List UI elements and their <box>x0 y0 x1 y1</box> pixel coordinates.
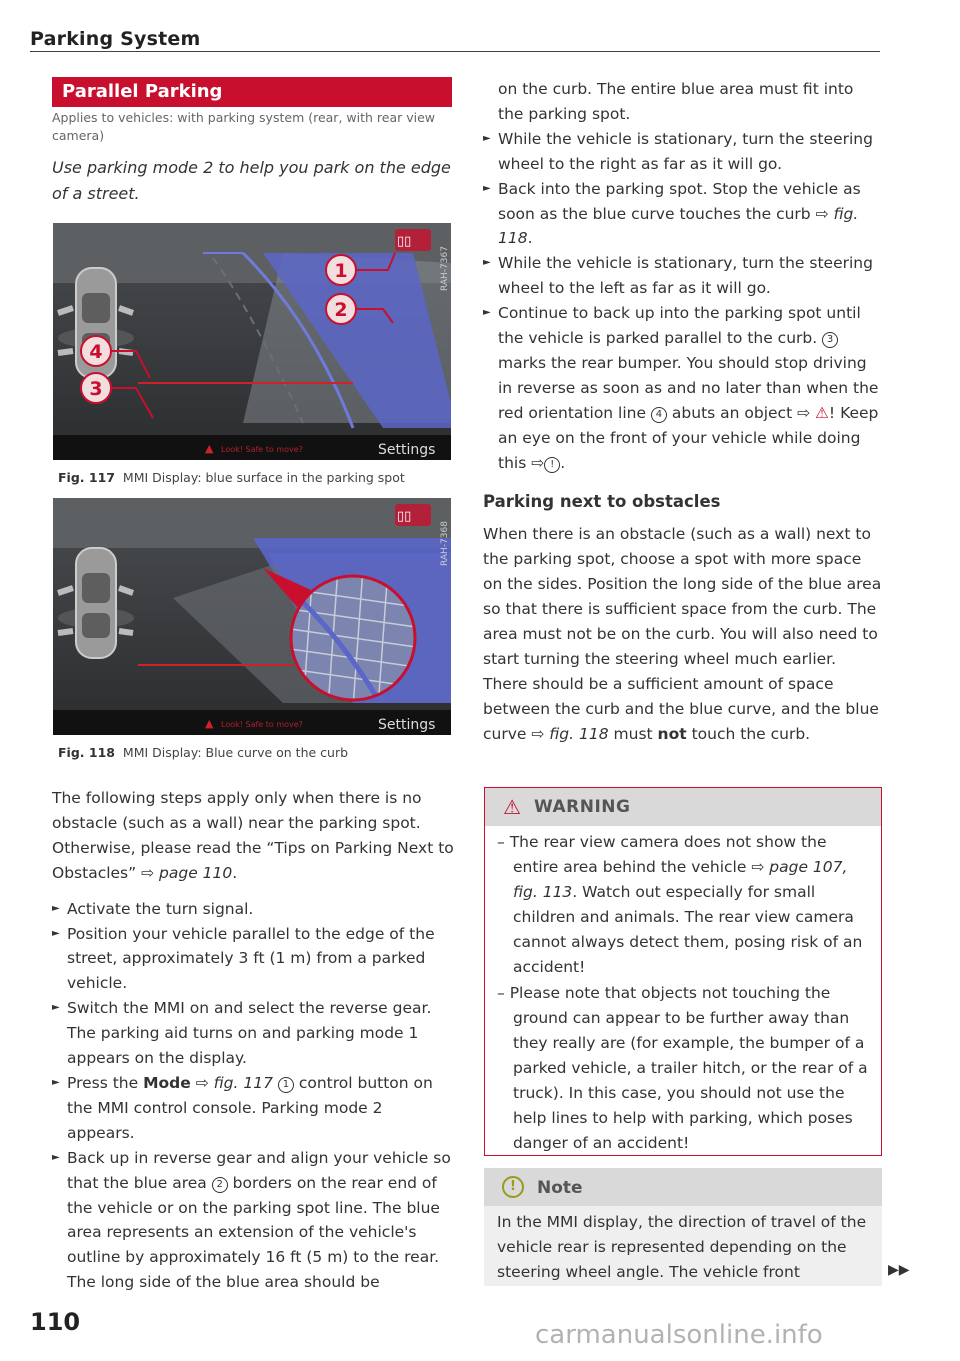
step-7: ► Back into the parking spot. Stop the vehicle as soon as the blue curve touches the curb ⇨ fig. 118. <box>483 177 883 252</box>
section-title: Parallel Parking <box>52 77 452 107</box>
left-column-text <box>52 786 454 1295</box>
step-8: ► While the vehicle is stationary, turn the steering wheel to the left as far as it will go. <box>483 251 883 301</box>
warning-title: WARNING <box>534 797 631 817</box>
svg-text:▲: ▲ <box>205 717 214 730</box>
svg-text:▯▯: ▯▯ <box>397 509 412 524</box>
paragraph-obstacles: When there is an obstacle (such as a wall) next to the parking spot, choose a spot with more space on the sides. Position the long side of the blue area so that there is sufficient space from the curb. The area must not be on the curb. You will also need to start turning the steering wheel much earlier. There should be a sufficient amount of space between the curb and the blue curve, and the blue curve ⇨ fig. 118 must not touch the curb. <box>483 525 882 743</box>
warning-triangle-icon: ⚠ <box>815 403 829 422</box>
svg-text:4: 4 <box>89 341 103 363</box>
figure-117-display <box>53 223 451 460</box>
step-1: ► Activate the turn signal. <box>52 897 454 922</box>
step-5: ► Back up in reverse gear and align your vehicle so that the blue area 2 borders on the rear end of the vehicle or on the parking spot line. The blue area represents an extension of the vehicle's outline by approximately 16 ft (5 m) to the rear. The long side of the blue area should be <box>52 1146 454 1295</box>
paragraph-intro: The following steps apply only when there is no obstacle (such as a wall) near the parking spot. Otherwise, please read the “Tips on Parking Next to Obstacles” ⇨ page 110. <box>52 789 454 882</box>
continue-arrow-icon: ▶▶ <box>888 1262 910 1278</box>
figure-118-caption: Fig. 118 MMI Display: Blue curve on the curb <box>58 745 349 760</box>
figure-code: RAH-7368 <box>440 521 450 566</box>
figure-117-image <box>53 223 451 460</box>
applies-to-note: Applies to vehicles: with parking system (rear, with rear view camera) <box>52 110 435 143</box>
note-title: Note <box>537 1178 583 1198</box>
note-text: In the MMI display, the direction of travel of the vehicle rear is represented depending on the steering wheel angle. The vehicle front <box>497 1213 867 1281</box>
warning-icon: ⚠ <box>503 795 521 819</box>
warning-content <box>497 830 873 1156</box>
page-number: 110 <box>30 1308 81 1336</box>
note-icon: ! <box>544 457 560 473</box>
running-header: Parking System <box>30 28 201 50</box>
step-6: ► While the vehicle is stationary, turn the steering wheel to the right as far as it will go. <box>483 127 883 177</box>
step-9: ► Continue to back up into the parking spot until the vehicle is parked parallel to the curb. 3 marks the rear bumper. You should stop driving in reverse as soon as and no later than when the red orientation line 4 abuts an object ⇨ ⚠! Keep an eye on the front of your vehicle while doing this ⇨ ! . <box>483 301 883 475</box>
safety-warning-text: Look! Safe to move? <box>221 445 303 454</box>
svg-text:1: 1 <box>334 260 348 282</box>
header-rule <box>30 51 880 52</box>
warning-item-1: – The rear view camera does not show the entire area behind the vehicle ⇨ page 107, fig. 113. Watch out especially for small children and animals. The rear view camera cannot always detect them, posing risk of an accident! <box>497 833 863 976</box>
note-icon: ! <box>502 1176 524 1198</box>
continued-text: on the curb. The entire blue area must fit into the parking spot. <box>498 80 854 123</box>
svg-text:▲: ▲ <box>205 442 214 455</box>
watermark: carmanualsonline.info <box>535 1320 823 1350</box>
figure-118-image <box>53 498 451 735</box>
warning-item-2: – Please note that objects not touching the ground can appear to be further away than they really are (for example, the bumper of a parked vehicle, a trailer hitch, or the rear of a truck). In this case, you should not use the help lines to help with parking, which poses danger of an accident! <box>497 984 868 1152</box>
figure-118-display <box>53 498 451 735</box>
subheading: Parking next to obstacles <box>483 491 721 511</box>
settings-label: Settings <box>378 442 436 458</box>
figure-117-caption: Fig. 117 MMI Display: blue surface in the parking spot <box>58 470 405 485</box>
step-2: ► Position your vehicle parallel to the edge of the street, approximately 3 ft (1 m) from a parked vehicle. <box>52 922 454 997</box>
svg-text:3: 3 <box>89 378 103 400</box>
right-column-text <box>483 77 883 747</box>
step-3: ► Switch the MMI on and select the reverse gear. The parking aid turns on and parking mode 1 appears on the display. <box>52 996 454 1071</box>
figure-code: RAH-7367 <box>440 246 450 291</box>
safety-warning-text: Look! Safe to move? <box>221 720 303 729</box>
settings-label: Settings <box>378 717 436 733</box>
svg-text:2: 2 <box>334 299 348 321</box>
section-intro: Use parking mode 2 to help you park on the edge of a street. <box>52 158 451 203</box>
step-4: ► Press the Mode ⇨ fig. 117 1 control button on the MMI control console. Parking mode 2 appears. <box>52 1071 454 1146</box>
svg-text:▯▯: ▯▯ <box>397 234 412 249</box>
